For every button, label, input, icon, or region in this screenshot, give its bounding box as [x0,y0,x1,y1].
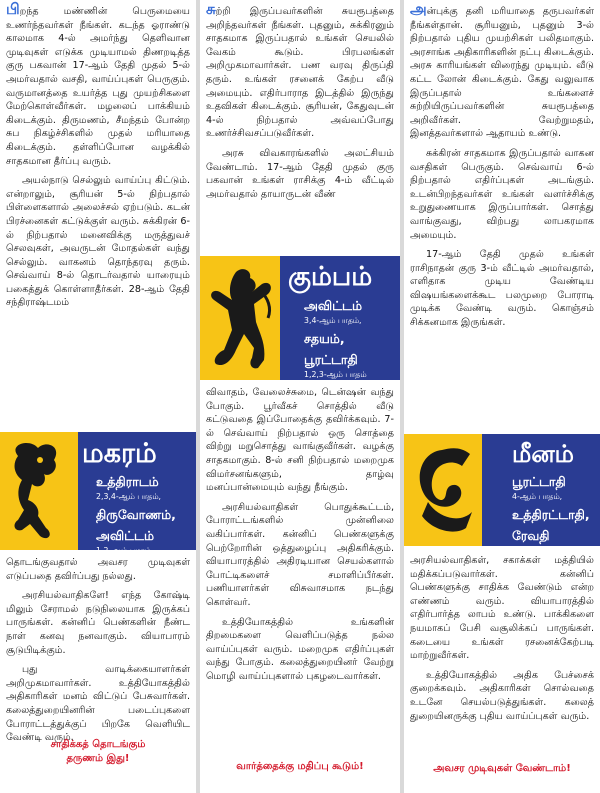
column-meenam [404,0,600,793]
kumbam-star3: பூரட்டாதி [304,352,358,367]
kumbam-sign-panel [200,256,400,380]
meenam-intro-paragraph: அன்புக்கு தனி மரியாதை தருபவர்கள் நீங்கள்தான். சூரியனும், புதனும் 3-ல் நிற்பதால் புதிய முயற்சிகள் பலிதமாகும். அரசாங்க அதிகாரிகளின் நட்பு கிடைக்கும். அரசு காரியங்கள் விரைந்து முடியும். வீடு கட்ட லோன் கிடைக்கும். கேது வலுவாக இருப்பதால் உங்களைச் சுற்றியிருப்பவர்களின் சுயரூபத்தை அறிவீர்கள். வேற்றுமதம், இனத்தவர்களால் ஆதாயம் உண்டு. [410,0,594,140]
meenam-star2: உத்திரட்டாதி, [512,507,590,522]
makaram-dropcap: பி [6,0,20,18]
column-makaram [0,0,196,793]
kumbam-lower-text: விவாதம், வேலைச்சுமை, டென்ஷன் வந்து போகும். பூர்வீகச் சொத்தில் வீடு கட்டுவதை இப்போதைக்கு தவிர்க்கவும். 7-ல் செவ்வாய் நிற்பதால் ஒரு சொத்தை விற்று மறுசொத்து வாங்குவீர்கள். வழக்கு சாதகமாகும். 8-ல் சனி நிற்பதால் மறைமுக விமர்சனங்களும், தாழ்வு மனப்பான்மையும் வந்து நீங்கும். அரசியல்வாதிகள் பொதுக்கூட்டம், போராட்டங்களில் முன்னிலை வகிப்பார்கள். கன்னிப் பெண்களுக்கு பெற்றோரின் ஒத்துழைப்பு அதிகரிக்கும். வியாபாரத்தில் அதிரடியான செயல்களால் போட்டிகளைச் சமாளிப்பீர்கள். பணியாளர்கள் விசுவாசமாக நடந்து கொள்வர். உத்தியோகத்தில் உங்களின் திறமைகளை வெளிப்படுத்த நல்ல வாய்ப்புகள் வரும். மறைமுக எதிர்ப்புகள் வந்து போகும். கலைத்துறையினர் வேற்று மொழி வாய்ப்புகளால் புகழடைவார்கள். [206,387,394,682]
makaram-stars: உத்திராடம் 2,3,4-ஆம் பாதம், திருவோணம், அவிட்டம் 1,2-ஆம் பாதம் [96,474,176,555]
kumbam-footer-note: வார்த்தைக்கு மதிப்பு கூடும்! [236,761,364,772]
kumbam-upper-text: சுற்றி இருப்பவர்களின் சுயரூபத்தை அறிந்தவர்கள் நீங்கள். புதனும், சுக்கிரனும் சாதகமாக இருப்பதால் உங்கள் செயலில் வேகம் கூடும். பிரபலங்கள் அறிமுகமாவார்கள். பண வரவு திருப்தி தரும். உங்கள் ரசனைக் கேற்ப வீடு அமையும். எதிர்பாராத இடத்தில் இருந்து உதவிகள் கிடைக்கும். சூரியன், கேதுவுடன் 4-ல் நிற்பதால் அவ்வப்போது உணர்ச்சிவசப்படுவீர்கள். அரசு விவகாரங்களில் அலட்சியம் வேண்டாம். 17-ஆம் தேதி முதல் குரு பகவான் உங்கள் ராசிக்கு 4-ம் வீட்டில் அமர்வதால் தாயாருடன் வீண் [206,0,394,200]
kumbam-intro-paragraph: சுற்றி இருப்பவர்களின் சுயரூபத்தை அறிந்தவர்கள் நீங்கள். புதனும், சுக்கிரனும் சாதகமாக இருப்பதால் உங்கள் செயலில் வேகம் கூடும். பிரபலங்கள் அறிமுகமாவார்கள். பண வரவு திருப்தி தரும். உங்கள் ரசனைக் கேற்ப வீடு அமையும். எதிர்பாராத இடத்தில் இருந்து உதவிகள் கிடைக்கும். சூரியன், கேதுவுடன் 4-ல் நிற்பதால் அவ்வப்போது உணர்ச்சிவசப்படுவீர்கள். [206,0,394,140]
kumbam-sign-title: கும்பம் [288,262,373,292]
kumbam-star1: அவிட்டம் [304,298,363,313]
makaram-star1: உத்திராடம் [96,474,159,489]
meenam-sign-title: மீனம் [512,440,574,468]
makaram-sign-panel [0,432,196,555]
makaram-footer-note: சாதிக்கத் தொடங்கும் தருணம் இது! [50,739,146,764]
makaram-sign-title: மகரம் [82,438,157,469]
makaram-lower-text: தொடங்குவதால் அவசர முடிவுகள் எடுப்பதை தவிர்ப்பது நல்லது. அரசியல்வாதிகளே! எந்த கோஷ்டி மிலும் சேராமல் நடுநிலையாக இருக்கப் பாருங்கள். கன்னிப் பெண்களின் நீண்ட நாள் கனவு நனவாகும். வியாபாரம் சூடுபிடிக்கும். புது வாடிக்கையாளர்கள் அறிமுகமாவார்கள். உத்தியோகத்தில் அதிகாரிகள் மனம் விட்டுப் பேசுவார்கள். கலைத்துறையினரின் படைப்புகளை போராட்டத்துக்குப் பிறகே வெளியிட வேண்டி வரும். [6,557,190,744]
makaram-intro-paragraph: பிறந்த மண்ணின் பெருமையை உணர்ந்தவர்கள் நீங்கள். கடந்த ஓராண்டு காலமாக 4-ல் அமர்ந்து தெளிவான முடிவுகள் எடுக்க முடியாமல் திணறடித்த குரு பகவான் 17-ஆம் தேதி முதல் 5-ல் அமர்வதால் வசதி, வாய்ப்புகள் பெருகும். வருமானத்தை உயர்த்த புது முயற்சிகளை மேற்கொள்வீர்கள். மழலைப் பாக்கியம் கிடைக்கும். திருமணம், சீமந்தம் போன்ற சுப நிகழ்ச்சிகளில் முதல் மரியாதை கிடைக்கும். தள்ளிப்போன வழக்கில் சாதகமான தீர்ப்பு வரும். [6,0,190,167]
makaram-star3: அவிட்டம் [96,528,155,543]
makaram-upper-text [0,0,196,316]
meenam-star1: பூரட்டாதி [512,474,566,489]
aquarius-water-bearer-icon [206,264,276,374]
meenam-stars: பூரட்டாதி 4-ஆம் பாதம், உத்திரட்டாதி, ரேவதி [512,474,590,543]
meenam-dropcap: அ [410,0,427,18]
kumbam-dropcap: சு [206,0,216,18]
kumbam-star2: சதயம், [304,331,345,346]
makaram-star2: திருவோணம், [96,507,176,522]
capricorn-goat-icon [4,438,68,544]
meenam-star3: ரேவதி [512,528,550,543]
meenam-upper-text: அன்புக்கு தனி மரியாதை தருபவர்கள் நீங்கள்தான். சூரியனும், புதனும் 3-ல் நிற்பதால் புதிய முயற்சிகள் பலிதமாகும். அரசாங்க அதிகாரிகளின் நட்பு கிடைக்கும். அரசு காரியங்கள் விரைந்து முடியும். வீடு கட்ட லோன் கிடைக்கும். கேது வலுவாக இருப்பதால் உங்களைச் சுற்றியிருப்பவர்களின் சுயரூபத்தை அறிவீர்கள். வேற்றுமதம், இனத்தவர்களால் ஆதாயம் உண்டு. சுக்கிரன் சாதகமாக இருப்பதால் வாகன வசதிகள் பெருகும். செவ்வாய் 6-ல் நிற்பதால் எதிர்ப்புகள் அடங்கும். உடன்பிறந்தவர்கள் உங்கள் வளர்ச்சிக்கு உறுதுணையாக இருப்பார்கள். சொத்து வாங்குவது, விற்பது லாபகரமாக அமையும். 17-ஆம் தேதி முதல் உங்கள் ராசிநாதன் குரு 3-ம் வீட்டில் அமர்வதால், எளிதாக முடிய வேண்டிய விஷயங்களைக்கூட பலமுறை போராடி முடிக்க வேண்டி வரும். கொஞ்சம் சிக்கனமாக இருங்கள். [410,0,594,329]
meenam-lower-text: அரசியல்வாதிகள், சகாக்கள் மத்தியில் மதிக்கப்படுவார்கள். கன்னிப் பெண்களுக்கு சாதிக்க வேண்டும் என்ற எண்ணம் வரும். வியாபாரத்தில் எதிர்பார்த்த லாபம் உண்டு. பாக்கிகளை நயமாகப் பேசி வசூலிக்கப் பாருங்கள். கடையை உங்கள் ரசனைக்கேற்படி மாற்றுவீர்கள். உத்தியோகத்தில் அதிக பேச்சைக் குறைக்கவும். அதிகாரிகள் சொல்வதை உடனே செயல்படுத்துங்கள். கலைத் துறையினருக்கு புதிய வாய்ப்புகள் வரும். [410,555,594,722]
kumbam-stars: அவிட்டம் 3,4-ஆம் பாதம், சதயம், பூரட்டாதி 1,2,3-ஆம் பாதம் [304,298,367,379]
meenam-sign-panel [404,434,600,546]
meenam-footer-note: அவசர முடிவுகள் வேண்டாம்! [433,763,571,774]
makaram-paragraph: அயல்நாடு செல்லும் வாய்ப்பு கிட்டும். என்றாலும், சூரியன் 5-ல் நிற்பதால் பிள்ளைகளால் அலைச்சல் ஏற்படும். கடன் பிரச்னைகள் கட்டுக்குள் வரும். சுக்கிரன் 6-ல் நிற்பதால் மனைவிக்கு மருத்துவச் செலவுகள், அவருடன் மோதல்கள் வந்து செல்லும். வாகனம் தொந்தரவு தரும். செவ்வாய் 8-ல் தொடர்வதால் யாரையும் பகைத்துக் கொள்ளாதீர்கள். 28-ஆம் தேதி சந்திராஷ்டமம் [6,175,190,309]
pisces-fish-icon [408,442,478,538]
column-kumbam [200,0,400,793]
